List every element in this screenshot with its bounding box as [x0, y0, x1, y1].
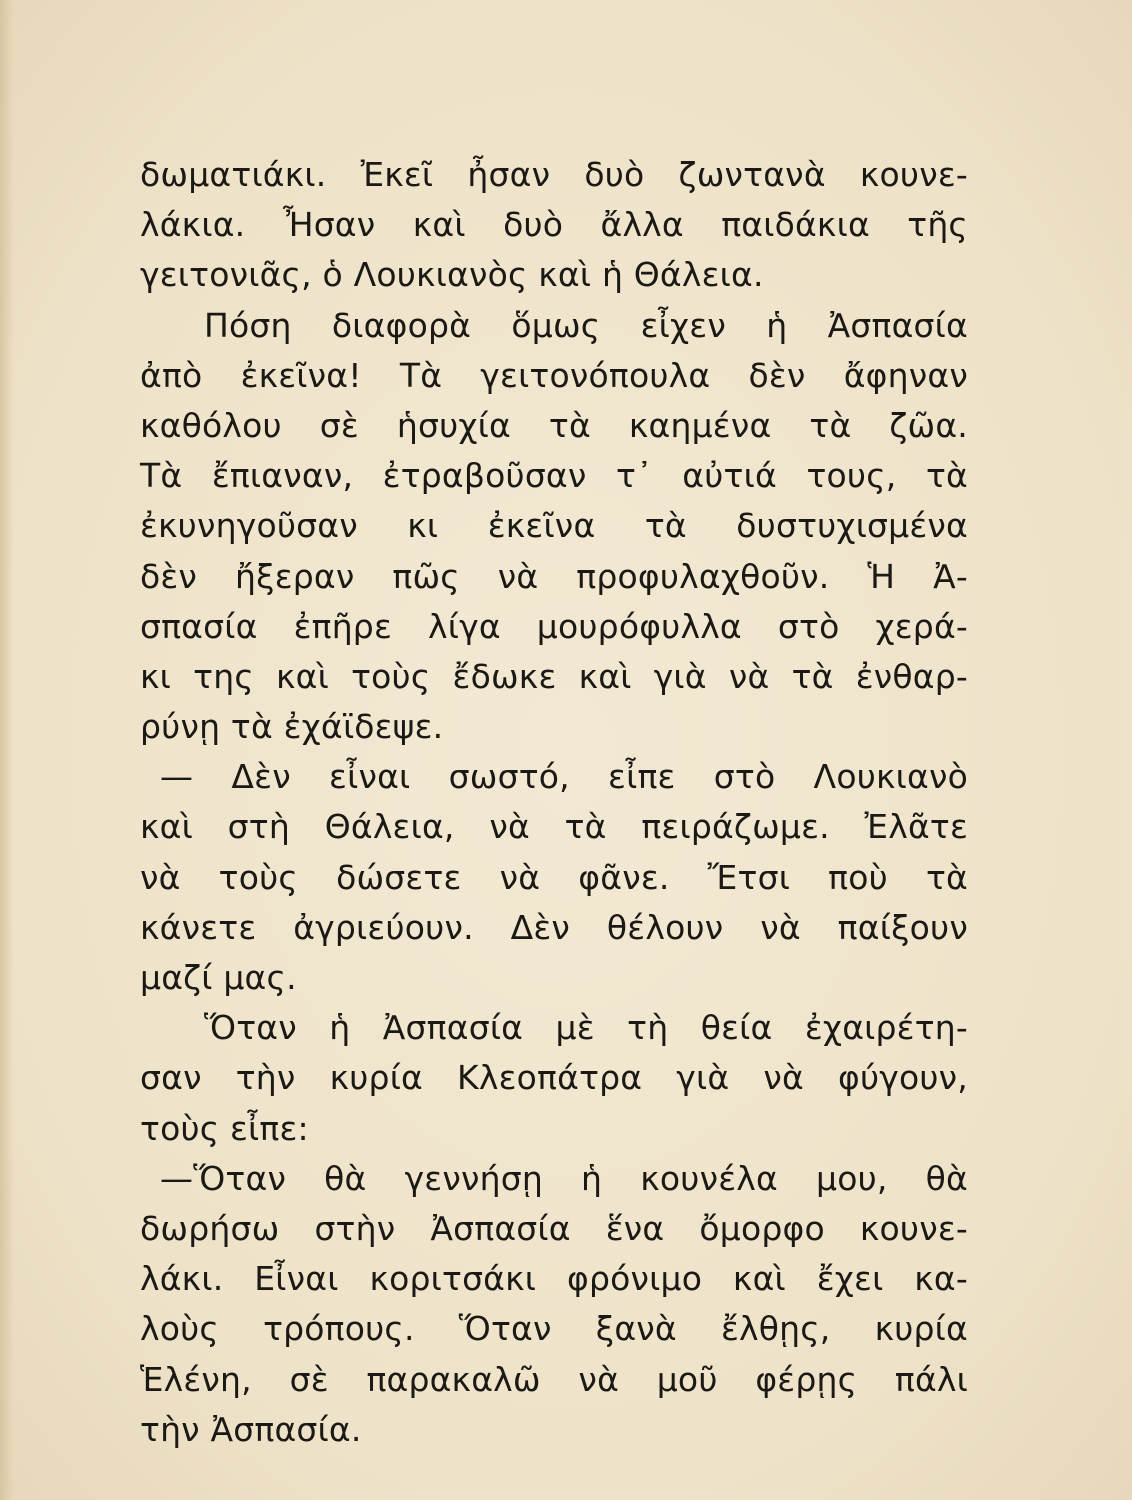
text-line: ρύνῃ τὰ ἐχάϊδεψε. — [140, 707, 444, 747]
page-body-text — [140, 150, 968, 1455]
text-line: κι της καὶ τοὺς ἔδωκε καὶ γιὰ νὰ τὰ ἐνθαρ- — [140, 656, 968, 696]
text-line: νὰ τοὺς δώσετε νὰ φᾶνε. Ἔτσι ποὺ τὰ — [140, 857, 968, 897]
page-binding-edge — [0, 0, 14, 1500]
text-line: —Ὅταν θὰ γεννήσῃ ἡ κουνέλα μου, θὰ — [160, 1158, 968, 1198]
text-line: λοὺς τρόπους. Ὅταν ξανὰ ἔλθῃς, κυρία — [140, 1309, 968, 1349]
text-line: σπασία ἐπῆρε λίγα μουρόφυλλα στὸ χερά- — [140, 606, 968, 646]
text-line: Ἑλένη, σὲ παρακαλῶ νὰ μοῦ φέρῃς πάλι — [140, 1359, 968, 1399]
text-line: γειτονιᾶς, ὁ Λουκιανὸς καὶ ἡ Θάλεια. — [140, 255, 764, 295]
text-line: καθόλου σὲ ἡσυχία τὰ καημένα τὰ ζῶα. — [140, 405, 968, 445]
text-line: τοὺς εἶπε: — [140, 1108, 309, 1148]
text-line: κάνετε ἀγριεύουν. Δὲν θέλουν νὰ παίξουν — [140, 907, 968, 947]
text-line: ἐκυνηγοῦσαν κι ἐκεῖνα τὰ δυστυχισμένα — [140, 506, 968, 546]
text-line: δωρήσω στὴν Ἀσπασία ἕνα ὄμορφο κουνε- — [140, 1208, 968, 1248]
text-line: δωματιάκι. Ἐκεῖ ἦσαν δυὸ ζωντανὰ κουνε- — [140, 155, 968, 194]
text-line: Τὰ ἔπιαναν, ἐτραβοῦσαν τ᾽ αὐτιά τους, τὰ — [140, 456, 968, 496]
text-line: ἀπὸ ἐκεῖνα! Τὰ γειτονόπουλα δὲν ἄφηναν — [140, 355, 968, 395]
text-line: καὶ στὴ Θάλεια, νὰ τὰ πειράζωμε. Ἐλᾶτε — [140, 807, 968, 847]
text-line: μαζί μας. — [140, 958, 297, 997]
text-line: Πόση διαφορὰ ὅμως εἶχεν ἡ Ἀσπασία — [204, 305, 968, 345]
text-line: λάκια. Ἦσαν καὶ δυὸ ἄλλα παιδάκια τῆς — [140, 205, 968, 245]
text-line: λάκι. Εἶναι κοριτσάκι φρόνιμο καὶ ἔχει κα- — [140, 1259, 968, 1299]
text-line: τὴν Ἀσπασία. — [140, 1409, 362, 1449]
text-line: σαν τὴν κυρία Κλεοπάτρα γιὰ νὰ φύγουν, — [140, 1058, 968, 1098]
text-line: δὲν ἤξεραν πῶς νὰ προφυλαχθοῦν. Ἡ Ἀ- — [140, 556, 968, 596]
text-line: — Δὲν εἶναι σωστό, εἶπε στὸ Λουκιανὸ — [160, 757, 968, 797]
text-line: Ὅταν ἡ Ἀσπασία μὲ τὴ θεία ἐχαιρέτη- — [204, 1008, 968, 1048]
